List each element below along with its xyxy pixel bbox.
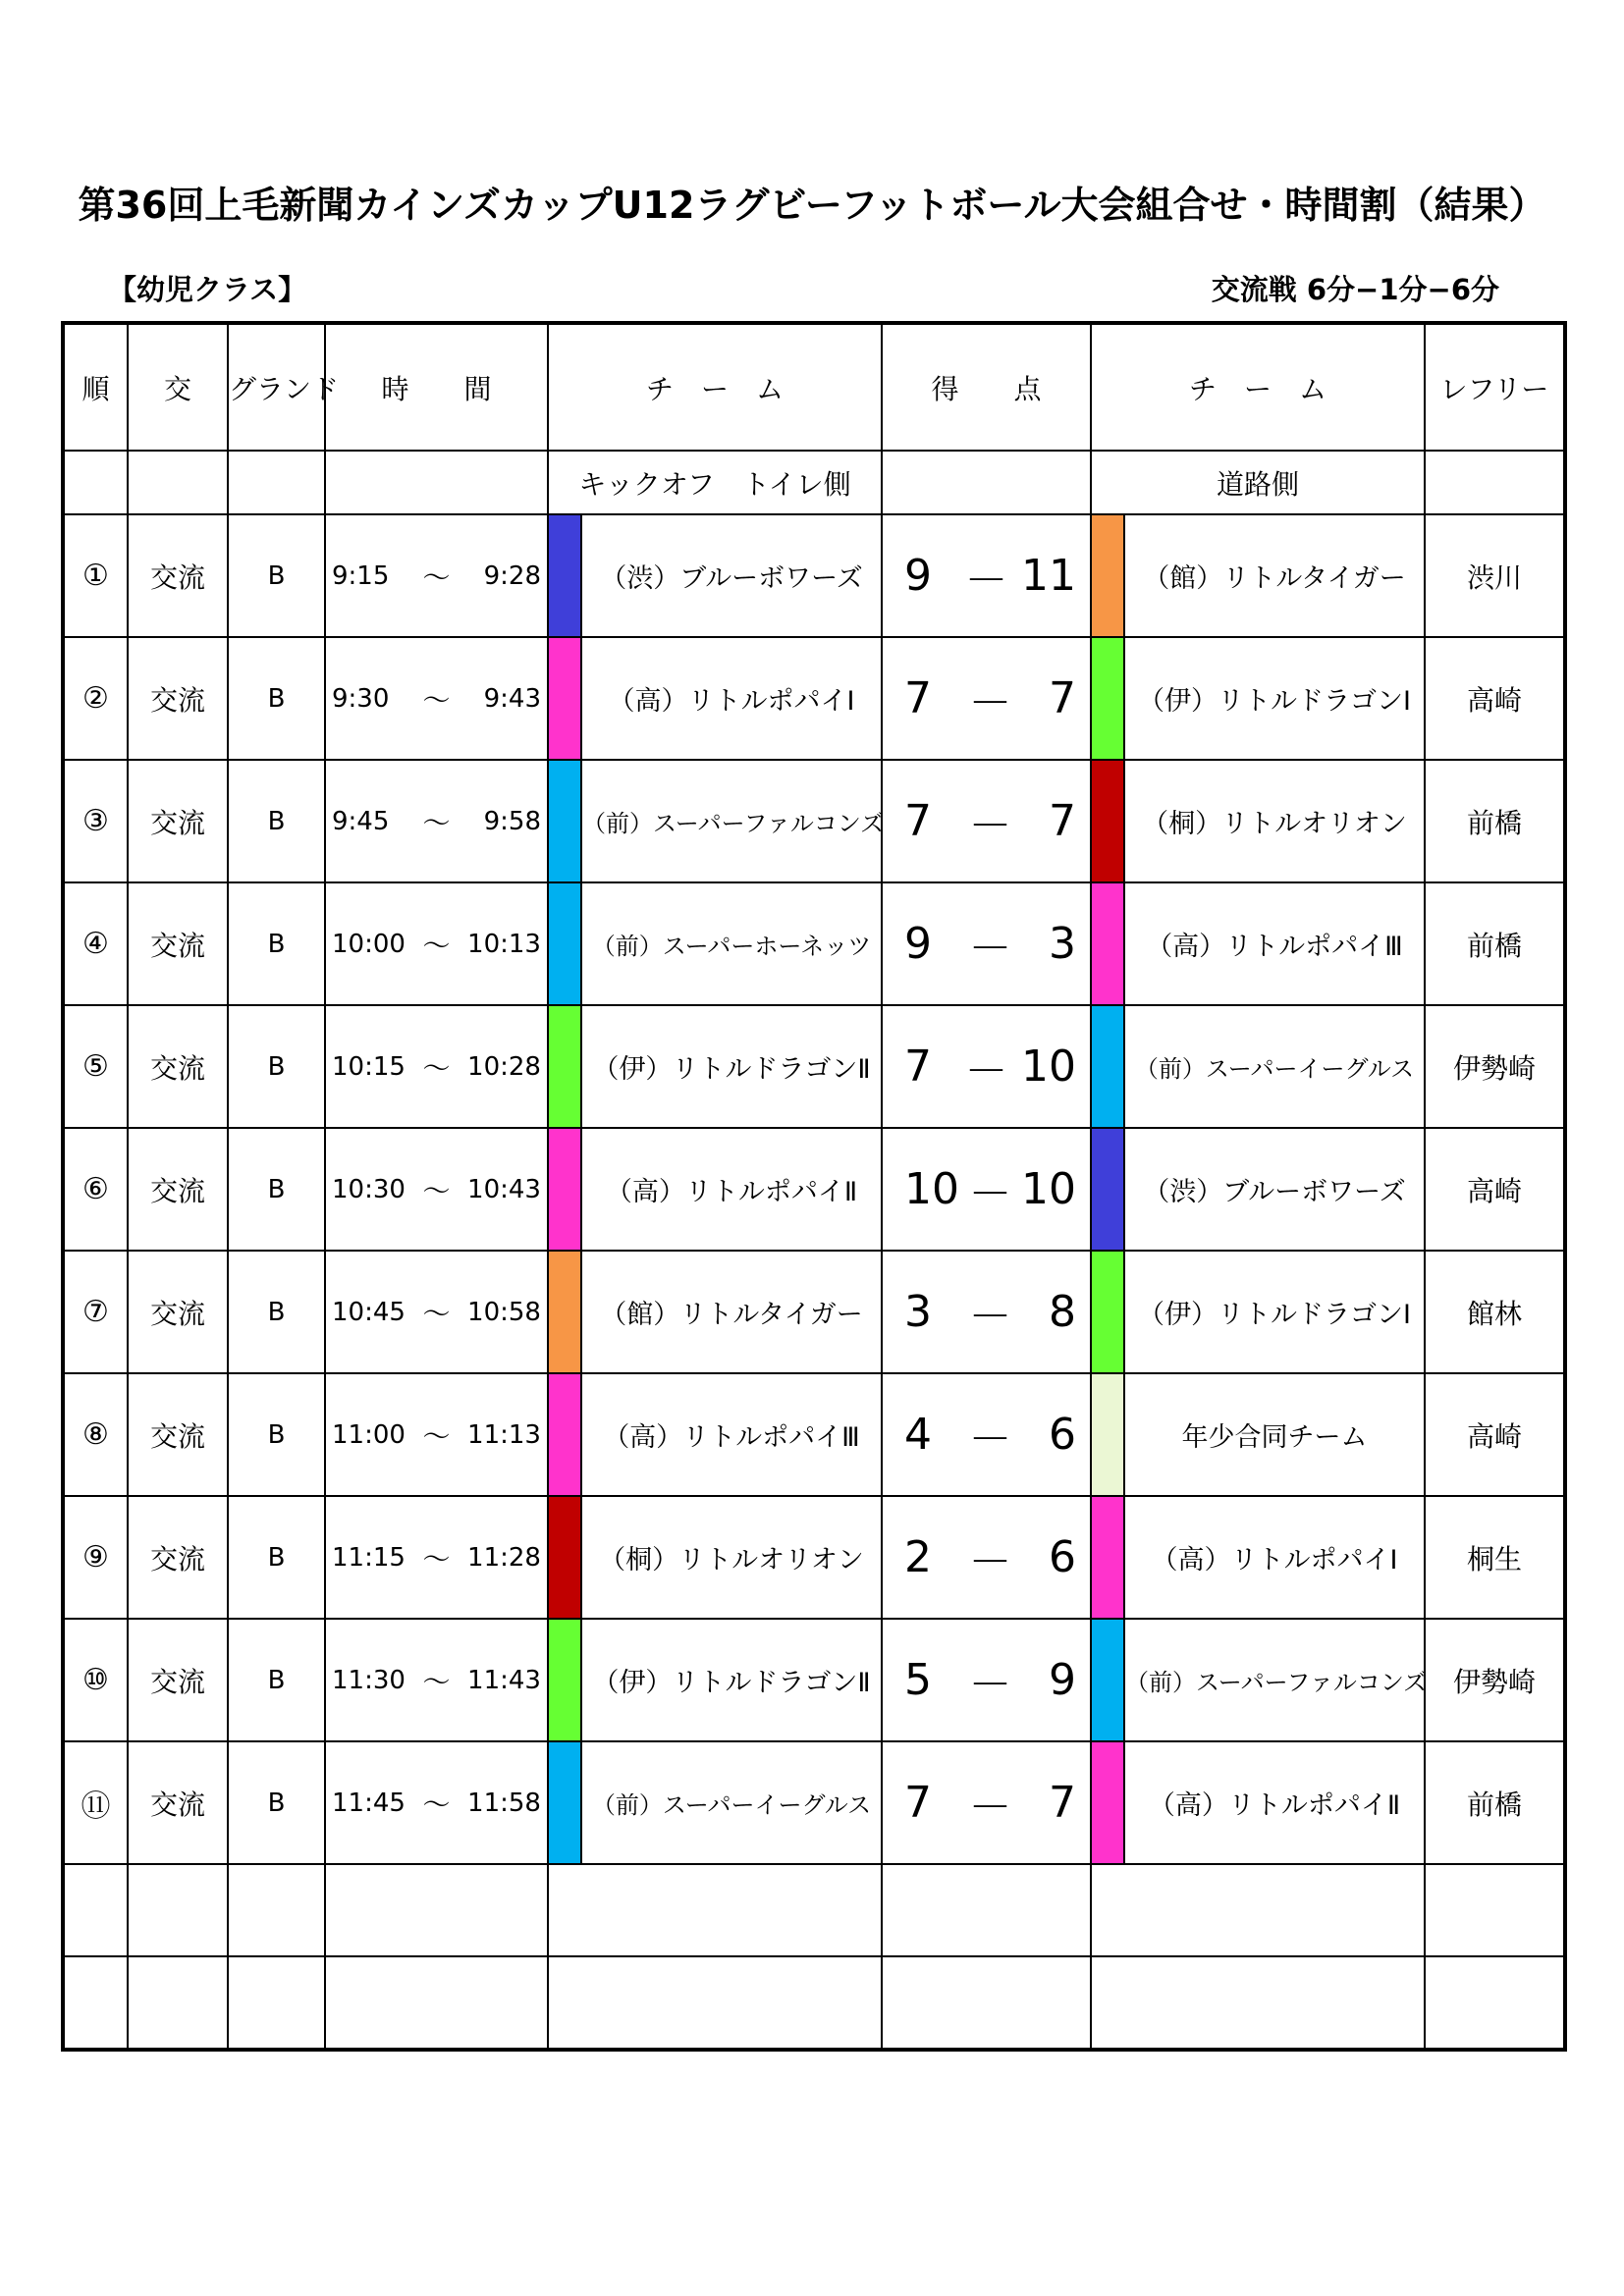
score-cell bbox=[882, 1128, 1091, 1251]
home-team-cell bbox=[548, 514, 882, 637]
schedule-body bbox=[63, 323, 1565, 2050]
home-team-color-swatch bbox=[549, 1006, 582, 1127]
score-cell bbox=[882, 1496, 1091, 1619]
home-team-cell bbox=[548, 1251, 882, 1373]
match-type: 交流 bbox=[128, 760, 228, 882]
away-team-cell bbox=[1091, 1251, 1425, 1373]
home-team-cell bbox=[548, 1373, 882, 1496]
time-separator: ～ bbox=[422, 683, 451, 717]
match-ground: B bbox=[228, 637, 325, 760]
header-score: 得 点 bbox=[882, 323, 1091, 451]
away-team-name: （桐）リトルオリオン bbox=[1142, 809, 1407, 839]
time-separator: ～ bbox=[422, 1174, 451, 1207]
time-separator: ～ bbox=[422, 1542, 451, 1575]
page-title: 第36回上毛新聞カインズカップU12ラグビーフットボール大会組合せ・時間割（結果） bbox=[78, 184, 1546, 227]
match-number: ⑪ bbox=[63, 1741, 128, 1864]
empty-cell bbox=[1425, 1956, 1565, 2050]
subheader-away-side: 道路側 bbox=[1091, 451, 1425, 514]
empty-cell bbox=[882, 1864, 1091, 1956]
match-ground: B bbox=[228, 1496, 325, 1619]
score-separator: － bbox=[968, 800, 1012, 851]
end-time: 10:58 bbox=[467, 1297, 541, 1327]
score-separator: － bbox=[964, 555, 1008, 606]
home-team-name: （渋）ブルーボワーズ bbox=[600, 563, 863, 594]
subheader-empty bbox=[128, 451, 228, 514]
referee: 高崎 bbox=[1425, 1128, 1565, 1251]
home-team-cell bbox=[548, 1741, 882, 1864]
score-separator: － bbox=[968, 1291, 1012, 1342]
home-team-color-swatch bbox=[549, 1497, 582, 1618]
match-ground: B bbox=[228, 1005, 325, 1128]
time-separator: ～ bbox=[422, 929, 451, 962]
match-time bbox=[325, 637, 548, 760]
match-ground: B bbox=[228, 1741, 325, 1864]
score-cell bbox=[882, 882, 1091, 1005]
match-time bbox=[325, 1128, 548, 1251]
match-number: ⑩ bbox=[63, 1619, 128, 1741]
empty-cell bbox=[228, 1956, 325, 2050]
away-team-cell bbox=[1091, 1496, 1425, 1619]
away-team-cell bbox=[1091, 637, 1425, 760]
score-separator: － bbox=[964, 1045, 1008, 1096]
away-team-color-swatch bbox=[1092, 1006, 1125, 1127]
referee: 高崎 bbox=[1425, 637, 1565, 760]
home-team-cell bbox=[548, 1128, 882, 1251]
match-row bbox=[63, 514, 1565, 637]
subheader-empty bbox=[228, 451, 325, 514]
referee: 高崎 bbox=[1425, 1373, 1565, 1496]
header-row bbox=[63, 323, 1565, 451]
empty-cell bbox=[128, 1956, 228, 2050]
match-type: 交流 bbox=[128, 1373, 228, 1496]
header-ground: グランド bbox=[228, 323, 325, 451]
away-score: 10 bbox=[1021, 1164, 1076, 1214]
subheader-empty bbox=[63, 451, 128, 514]
referee: 前橋 bbox=[1425, 882, 1565, 1005]
start-time: 9:45 bbox=[332, 806, 390, 836]
match-ground: B bbox=[228, 1128, 325, 1251]
home-team-cell bbox=[548, 882, 882, 1005]
away-team-color-swatch bbox=[1092, 515, 1125, 636]
home-team-color-swatch bbox=[549, 1252, 582, 1372]
home-team-color-swatch bbox=[549, 761, 582, 881]
start-time: 9:30 bbox=[332, 683, 390, 714]
match-ground: B bbox=[228, 1251, 325, 1373]
match-row bbox=[63, 1251, 1565, 1373]
home-team-name: （前）スーパーファルコンズ bbox=[582, 810, 885, 837]
home-team-name: （高）リトルポパイⅡ bbox=[605, 1177, 858, 1207]
away-score: 3 bbox=[1049, 919, 1076, 969]
referee: 前橋 bbox=[1425, 1741, 1565, 1864]
class-label: 【幼児クラス】 bbox=[108, 273, 307, 306]
home-score: 7 bbox=[904, 673, 932, 723]
empty-cell bbox=[128, 1864, 228, 1956]
match-row bbox=[63, 1741, 1565, 1864]
end-time: 11:43 bbox=[467, 1665, 541, 1695]
away-score: 6 bbox=[1049, 1410, 1076, 1460]
time-separator: ～ bbox=[422, 1051, 451, 1085]
away-team-name: （館）リトルタイガー bbox=[1143, 563, 1406, 594]
away-team-name: （前）スーパーイーグルス bbox=[1134, 1055, 1415, 1083]
start-time: 11:30 bbox=[332, 1665, 406, 1695]
subheader-home-side: キックオフ トイレ側 bbox=[548, 451, 882, 514]
home-score: 4 bbox=[904, 1410, 932, 1460]
end-time: 10:28 bbox=[467, 1051, 541, 1082]
away-score: 10 bbox=[1021, 1041, 1076, 1092]
away-team-color-swatch bbox=[1092, 1620, 1125, 1740]
start-time: 11:45 bbox=[332, 1788, 406, 1818]
away-team-cell bbox=[1091, 1373, 1425, 1496]
home-score: 10 bbox=[904, 1164, 959, 1214]
match-type: 交流 bbox=[128, 514, 228, 637]
end-time: 10:43 bbox=[467, 1174, 541, 1204]
away-team-color-swatch bbox=[1092, 1497, 1125, 1618]
home-team-cell bbox=[548, 1619, 882, 1741]
start-time: 10:30 bbox=[332, 1174, 406, 1204]
away-team-cell bbox=[1091, 514, 1425, 637]
match-type: 交流 bbox=[128, 1619, 228, 1741]
away-team-cell bbox=[1091, 882, 1425, 1005]
home-score: 9 bbox=[904, 551, 932, 601]
match-number: ③ bbox=[63, 760, 128, 882]
home-team-name: （伊）リトルドラゴンⅡ bbox=[592, 1054, 871, 1085]
home-team-color-swatch bbox=[549, 1374, 582, 1495]
home-team-cell bbox=[548, 637, 882, 760]
header-type: 交 bbox=[128, 323, 228, 451]
away-team-color-swatch bbox=[1092, 883, 1125, 1004]
match-row bbox=[63, 1005, 1565, 1128]
home-team-name: （館）リトルタイガー bbox=[600, 1300, 863, 1330]
start-time: 10:45 bbox=[332, 1297, 406, 1327]
start-time: 10:15 bbox=[332, 1051, 406, 1082]
match-type: 交流 bbox=[128, 1496, 228, 1619]
home-team-color-swatch bbox=[549, 515, 582, 636]
match-row bbox=[63, 1496, 1565, 1619]
header-referee: レフリー bbox=[1425, 323, 1565, 451]
away-team-cell bbox=[1091, 1128, 1425, 1251]
away-team-color-swatch bbox=[1092, 1742, 1125, 1863]
referee: 渋川 bbox=[1425, 514, 1565, 637]
home-team-name: （高）リトルポパイⅠ bbox=[608, 686, 855, 717]
end-time: 9:58 bbox=[483, 806, 541, 836]
start-time: 9:15 bbox=[332, 561, 390, 591]
end-time: 11:58 bbox=[467, 1788, 541, 1818]
header-team-away: チ ー ム bbox=[1091, 323, 1425, 451]
home-score: 7 bbox=[904, 1778, 932, 1828]
away-team-name: （伊）リトルドラゴンⅠ bbox=[1138, 686, 1411, 717]
score-separator: － bbox=[968, 1168, 1012, 1219]
time-separator: ～ bbox=[422, 806, 451, 839]
home-team-name: （前）スーパーホーネッツ bbox=[591, 933, 872, 960]
empty-row bbox=[63, 1864, 1565, 1956]
away-score: 7 bbox=[1049, 673, 1076, 723]
end-time: 9:28 bbox=[483, 561, 541, 591]
match-type: 交流 bbox=[128, 1005, 228, 1128]
time-separator: ～ bbox=[422, 1297, 451, 1330]
away-score: 7 bbox=[1049, 1778, 1076, 1828]
match-time bbox=[325, 882, 548, 1005]
referee: 伊勢崎 bbox=[1425, 1619, 1565, 1741]
away-team-cell bbox=[1091, 760, 1425, 882]
home-score: 5 bbox=[904, 1655, 932, 1705]
empty-cell bbox=[63, 1956, 128, 2050]
score-cell bbox=[882, 1741, 1091, 1864]
match-row bbox=[63, 1619, 1565, 1741]
home-score: 9 bbox=[904, 919, 932, 969]
end-time: 11:28 bbox=[467, 1542, 541, 1573]
away-team-name: （高）リトルポパイⅢ bbox=[1146, 932, 1403, 962]
away-score: 9 bbox=[1049, 1655, 1076, 1705]
home-team-name: （前）スーパーイーグルス bbox=[591, 1791, 872, 1819]
match-ground: B bbox=[228, 882, 325, 1005]
home-team-cell bbox=[548, 1496, 882, 1619]
match-number: ⑤ bbox=[63, 1005, 128, 1128]
away-score: 8 bbox=[1049, 1287, 1076, 1337]
time-separator: ～ bbox=[422, 1788, 451, 1821]
match-type: 交流 bbox=[128, 1741, 228, 1864]
end-time: 9:43 bbox=[483, 683, 541, 714]
score-separator: － bbox=[968, 677, 1012, 728]
match-ground: B bbox=[228, 1373, 325, 1496]
empty-cell bbox=[1425, 1864, 1565, 1956]
score-cell bbox=[882, 1619, 1091, 1741]
match-number: ⑧ bbox=[63, 1373, 128, 1496]
referee: 伊勢崎 bbox=[1425, 1005, 1565, 1128]
empty-cell bbox=[325, 1864, 548, 1956]
away-team-name: （渋）ブルーボワーズ bbox=[1143, 1177, 1406, 1207]
match-time bbox=[325, 1619, 548, 1741]
away-team-name: （高）リトルポパイⅡ bbox=[1148, 1790, 1401, 1821]
match-type: 交流 bbox=[128, 637, 228, 760]
subheader-empty bbox=[882, 451, 1091, 514]
match-time bbox=[325, 1251, 548, 1373]
score-cell bbox=[882, 637, 1091, 760]
empty-row bbox=[63, 1956, 1565, 2050]
away-score: 7 bbox=[1049, 796, 1076, 846]
referee: 前橋 bbox=[1425, 760, 1565, 882]
match-time bbox=[325, 1373, 548, 1496]
away-team-cell bbox=[1091, 1005, 1425, 1128]
match-time bbox=[325, 1005, 548, 1128]
match-row bbox=[63, 1128, 1565, 1251]
home-team-color-swatch bbox=[549, 638, 582, 759]
start-time: 11:15 bbox=[332, 1542, 406, 1573]
time-separator: ～ bbox=[422, 1665, 451, 1698]
away-team-color-swatch bbox=[1092, 1252, 1125, 1372]
empty-cell bbox=[228, 1864, 325, 1956]
header-team-home: チ ー ム bbox=[548, 323, 882, 451]
home-team-color-swatch bbox=[549, 1620, 582, 1740]
empty-cell bbox=[1091, 1864, 1425, 1956]
score-cell bbox=[882, 760, 1091, 882]
away-team-color-swatch bbox=[1092, 638, 1125, 759]
match-number: ② bbox=[63, 637, 128, 760]
home-team-color-swatch bbox=[549, 1129, 582, 1250]
match-ground: B bbox=[228, 514, 325, 637]
match-type: 交流 bbox=[128, 882, 228, 1005]
match-ground: B bbox=[228, 760, 325, 882]
start-time: 11:00 bbox=[332, 1419, 406, 1450]
match-type: 交流 bbox=[128, 1128, 228, 1251]
empty-cell bbox=[63, 1864, 128, 1956]
away-team-color-swatch bbox=[1092, 1129, 1125, 1250]
empty-cell bbox=[548, 1864, 882, 1956]
match-row bbox=[63, 637, 1565, 760]
match-number: ④ bbox=[63, 882, 128, 1005]
header-no: 順 bbox=[63, 323, 128, 451]
referee: 館林 bbox=[1425, 1251, 1565, 1373]
away-team-name: 年少合同チーム bbox=[1181, 1422, 1368, 1453]
away-team-name: （前）スーパーファルコンズ bbox=[1125, 1669, 1428, 1696]
match-row bbox=[63, 882, 1565, 1005]
empty-cell bbox=[882, 1956, 1091, 2050]
away-team-name: （伊）リトルドラゴンⅠ bbox=[1138, 1300, 1411, 1330]
score-cell bbox=[882, 1251, 1091, 1373]
time-separator: ～ bbox=[422, 561, 451, 594]
match-row bbox=[63, 1373, 1565, 1496]
away-team-cell bbox=[1091, 1619, 1428, 1741]
home-score: 3 bbox=[904, 1287, 932, 1337]
away-team-name: （高）リトルポパイⅠ bbox=[1151, 1545, 1398, 1575]
subheader-empty bbox=[1425, 451, 1565, 514]
away-team-color-swatch bbox=[1092, 1374, 1125, 1495]
match-number: ⑨ bbox=[63, 1496, 128, 1619]
home-team-name: （伊）リトルドラゴンⅡ bbox=[592, 1668, 871, 1698]
match-time bbox=[325, 760, 548, 882]
referee: 桐生 bbox=[1425, 1496, 1565, 1619]
score-separator: － bbox=[968, 1414, 1012, 1465]
home-team-cell bbox=[548, 1005, 882, 1128]
home-score: 2 bbox=[904, 1532, 932, 1582]
end-time: 11:13 bbox=[467, 1419, 541, 1450]
score-separator: － bbox=[968, 1659, 1012, 1710]
time-separator: ～ bbox=[422, 1419, 451, 1453]
home-team-color-swatch bbox=[549, 1742, 582, 1863]
match-row bbox=[63, 760, 1565, 882]
score-separator: － bbox=[968, 923, 1012, 974]
home-team-color-swatch bbox=[549, 883, 582, 1004]
home-score: 7 bbox=[904, 1041, 932, 1092]
match-ground: B bbox=[228, 1619, 325, 1741]
away-team-cell bbox=[1091, 1741, 1425, 1864]
match-time bbox=[325, 514, 548, 637]
score-separator: － bbox=[968, 1782, 1012, 1833]
header-time: 時 間 bbox=[325, 323, 548, 451]
home-team-cell bbox=[548, 760, 885, 882]
match-number: ⑥ bbox=[63, 1128, 128, 1251]
match-type: 交流 bbox=[128, 1251, 228, 1373]
empty-cell bbox=[1091, 1956, 1425, 2050]
away-score: 11 bbox=[1021, 551, 1076, 601]
subheader-empty bbox=[325, 451, 548, 514]
empty-cell bbox=[548, 1956, 882, 2050]
home-team-name: （桐）リトルオリオン bbox=[599, 1545, 864, 1575]
format-label: 交流戦 6分−1分−6分 bbox=[1211, 273, 1499, 306]
match-number: ⑦ bbox=[63, 1251, 128, 1373]
score-cell bbox=[882, 1005, 1091, 1128]
schedule-table bbox=[61, 321, 1567, 2052]
away-score: 6 bbox=[1049, 1532, 1076, 1582]
match-time bbox=[325, 1496, 548, 1619]
score-cell bbox=[882, 514, 1091, 637]
score-separator: － bbox=[968, 1536, 1012, 1587]
match-number: ① bbox=[63, 514, 128, 637]
home-score: 7 bbox=[904, 796, 932, 846]
match-time bbox=[325, 1741, 548, 1864]
empty-cell bbox=[325, 1956, 548, 2050]
home-team-name: （高）リトルポパイⅢ bbox=[603, 1422, 860, 1453]
subheader-row bbox=[63, 451, 1565, 514]
end-time: 10:13 bbox=[467, 929, 541, 959]
start-time: 10:00 bbox=[332, 929, 406, 959]
away-team-color-swatch bbox=[1092, 761, 1125, 881]
score-cell bbox=[882, 1373, 1091, 1496]
